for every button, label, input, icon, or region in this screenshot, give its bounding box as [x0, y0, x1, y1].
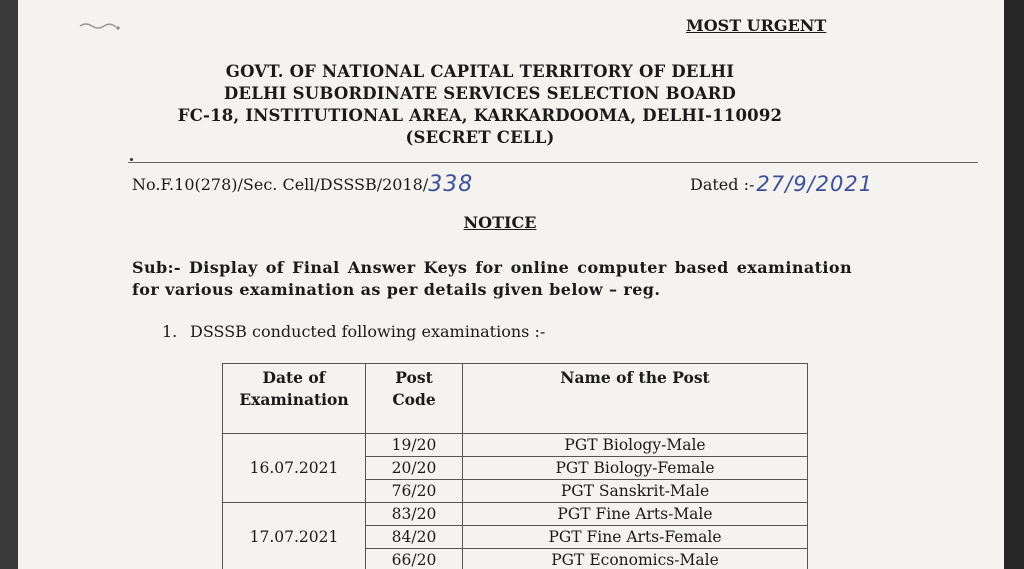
post-code-cell: 76/20	[366, 480, 463, 503]
header-line-board: DELHI SUBORDINATE SERVICES SELECTION BOARD	[223, 84, 737, 103]
post-name-cell: PGT Fine Arts-Male	[463, 503, 808, 526]
file-number	[132, 171, 473, 196]
header-divider	[128, 162, 978, 163]
table-header-row	[223, 364, 808, 434]
paragraph-1	[162, 322, 545, 341]
rule-dot	[130, 158, 133, 161]
date-line	[690, 171, 873, 195]
table-row	[223, 503, 808, 526]
header-line-govt: GOVT. OF NATIONAL CAPITAL TERRITORY OF DELHI	[225, 62, 735, 81]
post-name-cell: PGT Biology-Female	[463, 457, 808, 480]
urgency-label: MOST URGENT	[686, 16, 827, 35]
header-line-address: FC-18, INSTITUTIONAL AREA, KARKARDOOMA, DELHI-110092	[177, 106, 783, 125]
notice-title: NOTICE	[463, 213, 537, 232]
exam-date-cell: 17.07.2021	[223, 503, 366, 569]
table-row	[223, 434, 808, 457]
scan-smudge-mark	[78, 18, 122, 32]
post-code-cell: 19/20	[366, 434, 463, 457]
header-post-name: Name of the Post	[463, 364, 808, 434]
header-line-cell: (SECRET CELL)	[405, 128, 555, 147]
post-code-cell: 66/20	[366, 549, 463, 569]
paragraph-number: 1.	[162, 322, 178, 341]
header-post-code-text: Post Code	[392, 368, 436, 409]
paragraph-text: DSSSB conducted following examinations :-	[190, 322, 546, 341]
dated-label: Dated :-	[690, 175, 755, 194]
file-number-label: No.F.10(278)/Sec. Cell/DSSSB/2018/	[132, 175, 429, 194]
post-code-cell: 20/20	[366, 457, 463, 480]
subject-line: Sub:- Display of Final Answer Keys for online computer based examination for various examination as per details given below – reg.	[132, 258, 852, 299]
exam-date-cell: 16.07.2021	[223, 434, 366, 503]
post-name-cell: PGT Economics-Male	[463, 549, 808, 569]
dated-handwritten: 27/9/2021	[756, 172, 874, 196]
header-post-code	[366, 364, 463, 434]
post-code-cell: 83/20	[366, 503, 463, 526]
viewer-left-edge	[0, 0, 18, 569]
post-name-cell: PGT Fine Arts-Female	[463, 526, 808, 549]
examination-table	[222, 363, 808, 569]
post-name-cell: PGT Sanskrit-Male	[463, 480, 808, 503]
post-code-cell: 84/20	[366, 526, 463, 549]
post-name-cell: PGT Biology-Male	[463, 434, 808, 457]
header-date	[223, 364, 366, 434]
viewer-right-edge	[1004, 0, 1024, 569]
file-number-handwritten: 338	[428, 172, 474, 197]
header-date-text: Date of Examination	[239, 368, 349, 409]
